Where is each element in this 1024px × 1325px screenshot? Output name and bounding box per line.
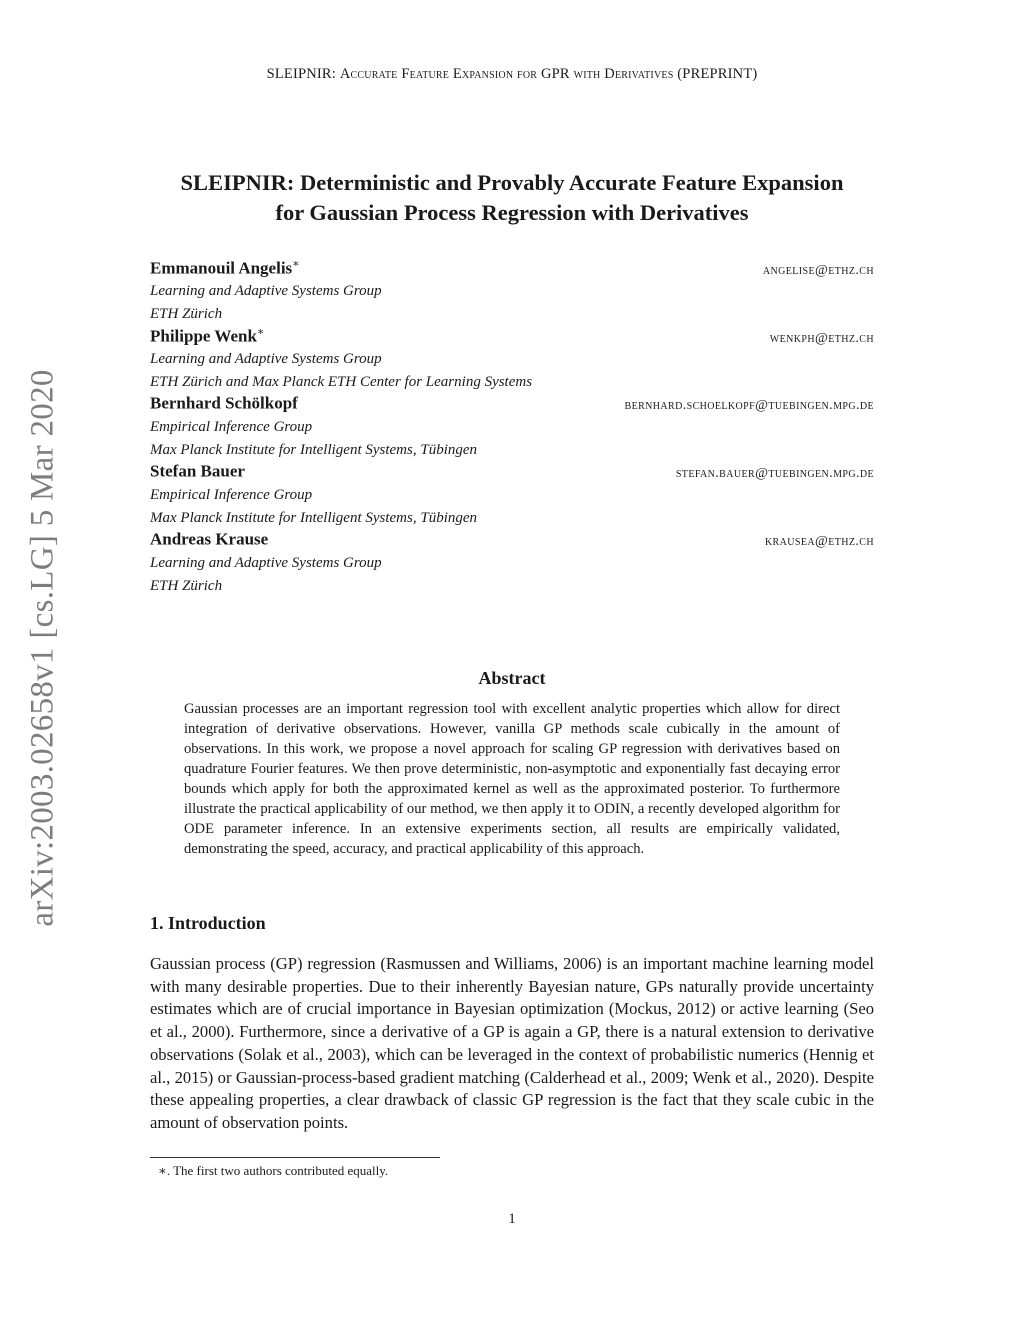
arxiv-identifier-stamp: arXiv:2003.02658v1 [cs.LG] 5 Mar 2020 [24, 369, 61, 927]
author-affiliation-group: Empirical Inference Group [150, 419, 313, 435]
author-krause [150, 529, 874, 597]
author-email[interactable]: wenkph@ethz.ch [769, 330, 874, 346]
author-email[interactable]: krausea@ethz.ch [764, 533, 874, 549]
author-affiliation-group: Learning and Adaptive Systems Group [150, 351, 382, 367]
author-affiliation-institution: ETH Zürich [150, 305, 223, 322]
running-head: SLEIPNIR: Accurate Feature Expansion for GPR with Derivatives (PREPRINT) [266, 66, 758, 82]
author-angelis [150, 257, 874, 325]
footnote: ∗. The first two authors contributed equally. [158, 1163, 389, 1178]
paper-title-line-2: for Gaussian Process Regression with Derivatives [275, 200, 749, 225]
author-affiliation-group: Empirical Inference Group [150, 487, 313, 503]
abstract-text: Gaussian processes are an important regression tool with excellent analytic properties which allow for direct integration of derivative observations. However, vanilla GP methods scale cubically in the amount of observations. In this work, we propose a novel approach for scaling GP regression with derivatives based on quadrature Fourier features. We then prove deterministic, non-asymptotic and exponentially fast decaying error bounds which apply for both the approximated kernel as well as the approximated posterior. To furthermore illustrate the practical applicability of our method, we then apply it to ODIN, a recently developed algorithm for ODE parameter inference. In an extensive experiments section, all results are empirically validated, demonstrating the speed, accuracy, and practical applicability of this approach. [184, 701, 840, 857]
author-schoelkopf [150, 393, 874, 461]
author-affiliation-institution: ETH Zürich [150, 577, 223, 594]
author-affiliation-group: Learning and Adaptive Systems Group [150, 283, 382, 299]
author-email[interactable]: stefan.bauer@tuebingen.mpg.de [675, 465, 874, 481]
author-email[interactable]: bernhard.schoelkopf@tuebingen.mpg.de [624, 397, 874, 413]
introduction-text: Gaussian process (GP) regression (Rasmussen and Williams, 2006) is an important machine learning model with many desirable properties. Due to their inherently Bayesian nature, GPs naturally provide uncertainty estimates which are of crucial importance in Bayesian optimization (Mockus, 2012) or active learning (Seo et al., 2000). Furthermore, since a derivative of a GP is again a GP, there is a natural extension to derivative observations (Solak et al., 2003), which can be leveraged in the context of probabilistic numerics (Hennig et al., 2015) or Gaussian-process-based gradient matching (Calderhead et al., 2009; Wenk et al., 2020). Despite these appealing properties, a clear drawback of classic GP regression is the fact that they scale cubic in the amount of observation points. [150, 954, 874, 1132]
author-email[interactable]: angelise@ethz.ch [762, 262, 874, 278]
author-affiliation-institution: Max Planck Institute for Intelligent Systems, Tübingen [150, 441, 478, 458]
author-affiliation-institution: Max Planck Institute for Intelligent Systems, Tübingen [150, 509, 478, 526]
author-name: Emmanouil Angelis∗ [150, 258, 300, 278]
author-affiliation-institution: ETH Zürich and Max Planck ETH Center for Learning Systems [150, 373, 533, 390]
introduction-heading: 1. Introduction [150, 913, 266, 933]
abstract-heading: Abstract [478, 668, 546, 688]
page-number: 1 [508, 1211, 516, 1227]
paper-title [140, 168, 884, 228]
author-affiliation-group: Learning and Adaptive Systems Group [150, 555, 382, 571]
author-name: Stefan Bauer [150, 461, 245, 481]
paper-title-line-1: SLEIPNIR: Deterministic and Provably Accurate Feature Expansion [180, 170, 844, 195]
author-bauer [150, 461, 874, 529]
author-name: Andreas Krause [150, 529, 269, 549]
footnote-divider [150, 1157, 440, 1158]
author-name: Philippe Wenk∗ [150, 326, 265, 346]
author-wenk [150, 325, 874, 393]
author-name: Bernhard Schölkopf [150, 393, 298, 413]
